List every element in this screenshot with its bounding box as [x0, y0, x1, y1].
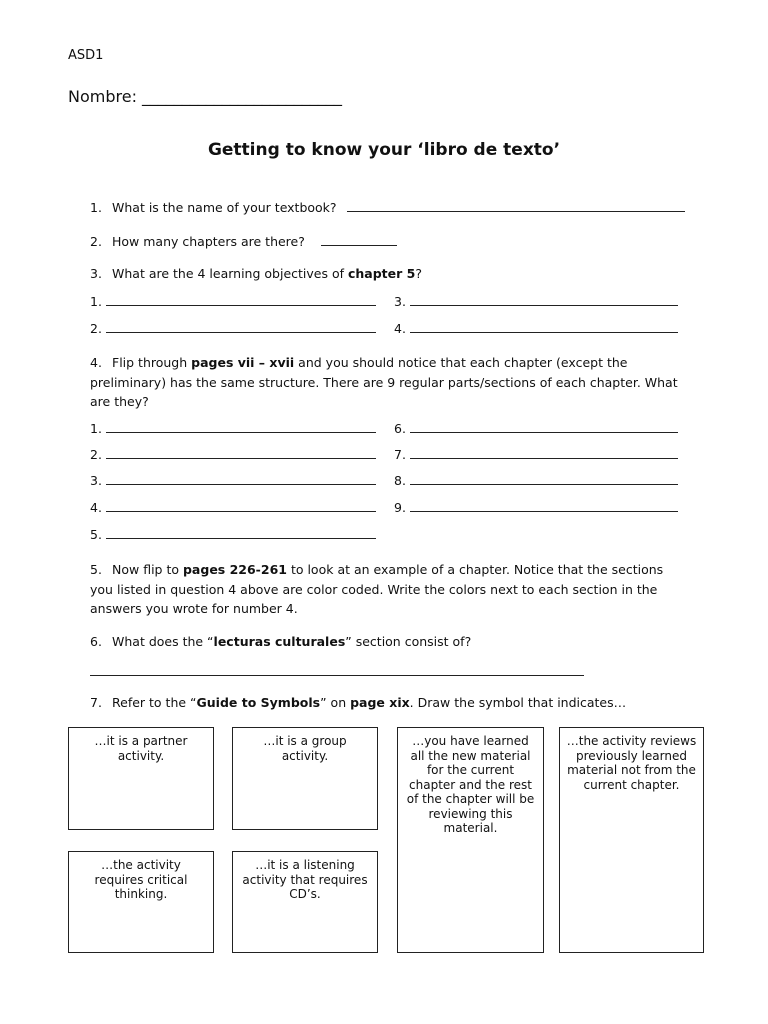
answer-field[interactable]: [410, 446, 678, 459]
question-emphasis: chapter 5: [347, 266, 416, 281]
answer-field[interactable]: [106, 320, 376, 333]
question-text-end: to look at an example of a chapter. Notice that the sections you listed in question 4 above are color coded. Write the colors next to each section in the answers you wrote for number 4.: [90, 562, 664, 616]
question-text-end: and you should notice that each chapter (except the preliminary) has the same structure. There are 9 regular parts/sections of each chapter. What are they?: [90, 355, 678, 409]
q4-answer-8: 8.: [394, 472, 678, 488]
symbol-box-label: …it is a group activity.: [263, 734, 347, 763]
question-text-end: ” section consist of?: [345, 634, 472, 649]
answer-field[interactable]: [106, 420, 376, 433]
question-text: What is the name of your textbook?: [112, 200, 337, 215]
question-number: 1.: [90, 200, 102, 215]
question-3: [90, 266, 422, 281]
q4-answer-5: 5.: [90, 526, 376, 542]
q3-answer-1: 1.: [90, 293, 376, 309]
question-text: Flip through: [112, 355, 192, 370]
question-5: [90, 560, 690, 619]
class-code: ASD1: [68, 48, 104, 63]
symbol-box-label: …it is a partner activity.: [94, 734, 188, 763]
question-text: What are the 4 learning objectives of: [112, 266, 348, 281]
question-number: 2.: [90, 234, 102, 249]
name-row: [68, 87, 342, 106]
answer-field[interactable]: [106, 446, 376, 459]
symbol-box-critical-thinking[interactable]: [68, 851, 214, 953]
question-7: [90, 695, 626, 710]
symbol-box-listening[interactable]: [232, 851, 378, 953]
symbol-box-previous-review[interactable]: [559, 727, 704, 953]
symbol-box-label: …the activity reviews previously learned material not from the current chapter.: [566, 734, 697, 792]
answer-field[interactable]: [410, 499, 678, 512]
question-text-end: . Draw the symbol that indicates…: [409, 695, 627, 710]
q3-answer-2: 2.: [90, 320, 376, 336]
q3-answer-3: 3.: [394, 293, 678, 309]
question-text: How many chapters are there?: [112, 234, 305, 249]
name-label: Nombre:: [68, 87, 143, 106]
q4-answer-9: 9.: [394, 499, 678, 515]
q4-answer-6: 6.: [394, 420, 678, 436]
answer-field[interactable]: [106, 499, 376, 512]
question-text-mid: ” on: [320, 695, 351, 710]
symbol-box-group[interactable]: [232, 727, 378, 830]
name-field[interactable]: _________________________: [142, 87, 343, 106]
question-text-end: ?: [415, 266, 422, 281]
question-emphasis: Guide to Symbols: [196, 695, 321, 710]
question-text: Now flip to: [112, 562, 183, 577]
answer-field-q6[interactable]: [90, 663, 584, 676]
q4-answer-7: 7.: [394, 446, 678, 462]
worksheet-title: Getting to know your ‘libro de texto’: [207, 140, 561, 160]
answer-field[interactable]: [106, 472, 376, 485]
symbol-box-chapter-review[interactable]: [397, 727, 544, 953]
question-emphasis: lecturas culturales: [213, 634, 346, 649]
question-2: [90, 233, 397, 249]
answer-field-q2[interactable]: [321, 233, 397, 246]
symbol-box-label: …it is a listening activity that requires CD’s.: [242, 858, 368, 901]
answer-field[interactable]: [410, 472, 678, 485]
answer-field[interactable]: [410, 293, 678, 306]
question-number: 6.: [90, 634, 102, 649]
answer-field[interactable]: [410, 320, 678, 333]
question-number: 7.: [90, 695, 102, 710]
question-text: What does the “: [112, 634, 214, 649]
symbol-box-partner[interactable]: [68, 727, 214, 830]
question-number: 4.: [90, 355, 102, 370]
question-emphasis-page: page xix: [350, 695, 410, 710]
symbol-box-label: …you have learned all the new material for the current chapter and the rest of the chapter will be reviewing this material.: [406, 734, 535, 835]
question-emphasis: pages vii – xvii: [191, 355, 295, 370]
symbol-box-label: …the activity requires critical thinking.: [94, 858, 188, 901]
answer-field[interactable]: [410, 420, 678, 433]
question-4: [90, 353, 690, 412]
question-text: Refer to the “: [112, 695, 197, 710]
answer-field[interactable]: [106, 526, 376, 539]
answer-field-q1[interactable]: [347, 199, 685, 212]
q3-answer-4: 4.: [394, 320, 678, 336]
question-number: 5.: [90, 562, 102, 577]
q4-answer-4: 4.: [90, 499, 376, 515]
q4-answer-1: 1.: [90, 420, 376, 436]
question-number: 3.: [90, 266, 102, 281]
q4-answer-3: 3.: [90, 472, 376, 488]
answer-field[interactable]: [106, 293, 376, 306]
question-emphasis: pages 226-261: [182, 562, 287, 577]
q4-answer-2: 2.: [90, 446, 376, 462]
question-6: [90, 634, 471, 649]
question-1: [90, 199, 685, 215]
